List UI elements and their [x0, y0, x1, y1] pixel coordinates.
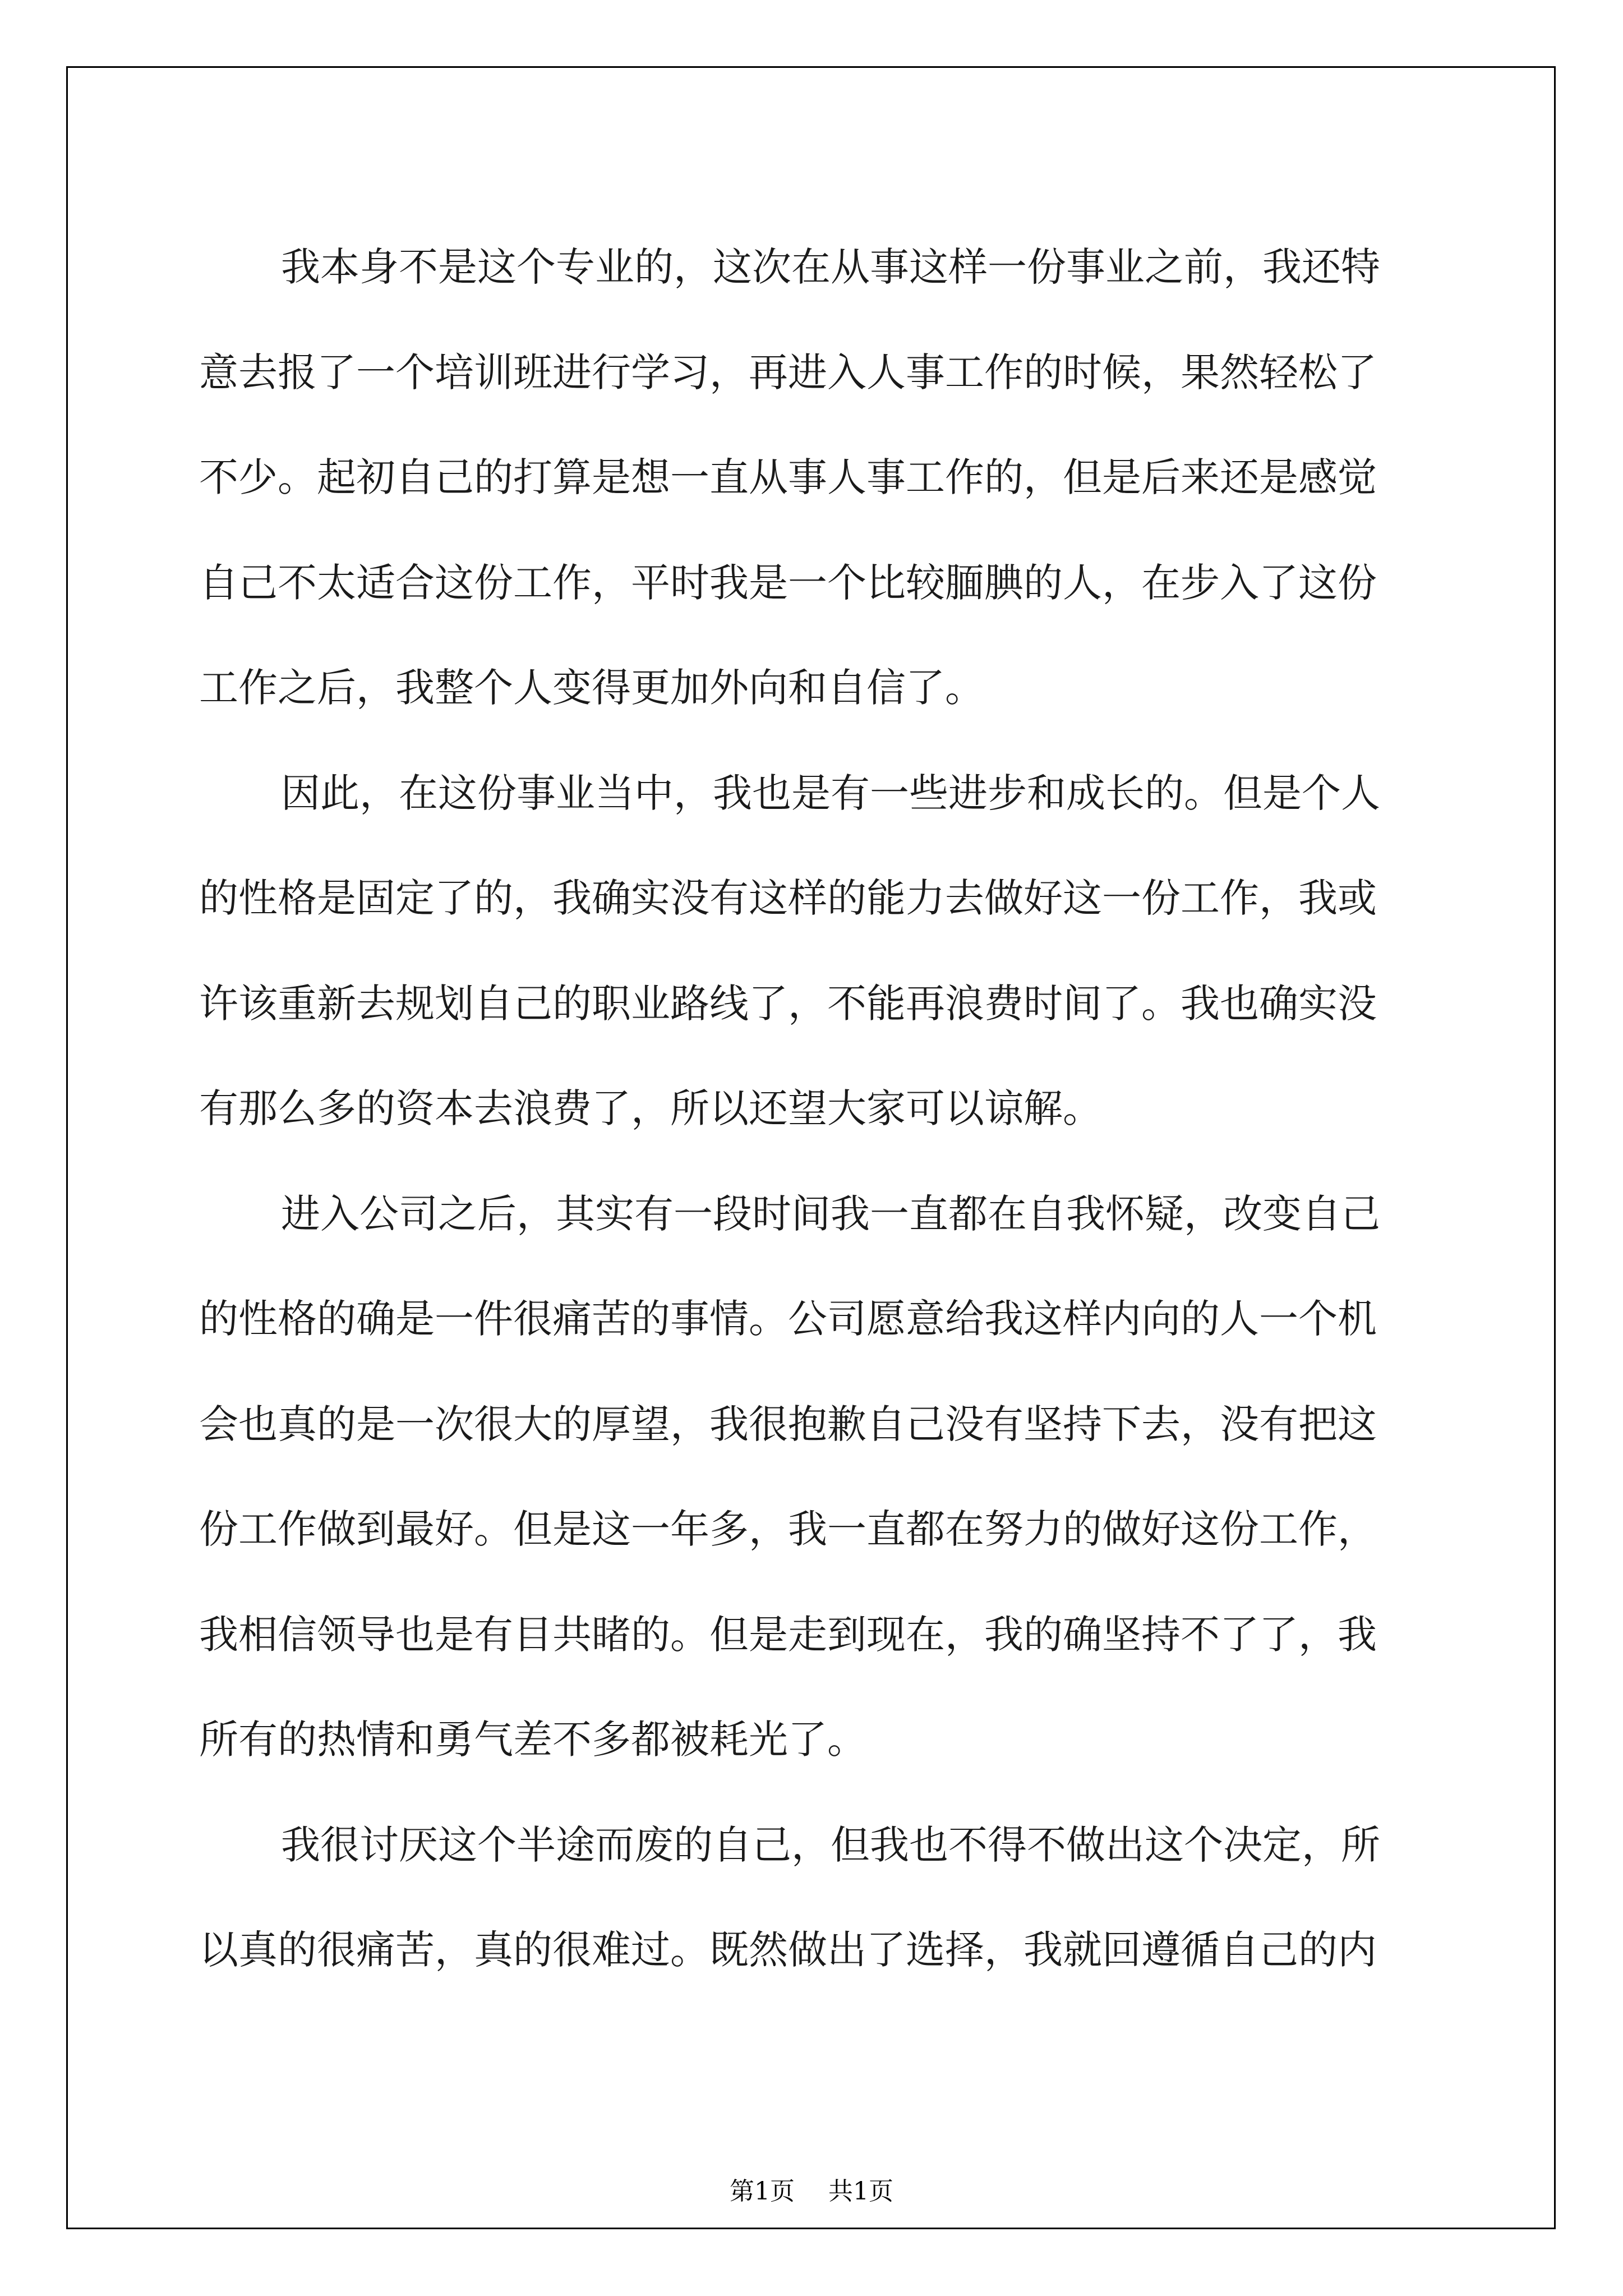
paragraph-3-line-5: 我相信领导也是有目共睹的。但是走到现在，我的确坚持不了了，我 — [199, 1611, 1377, 1658]
paragraph-4-line-1: 我很讨厌这个半途而废的自己，但我也不得不做出这个决定，所 — [281, 1821, 1380, 1868]
paragraph-1-line-5: 工作之后，我整个人变得更加外向和自信了。 — [199, 665, 984, 711]
paragraph-1-line-2: 意去报了一个培训班进行学习，再进入人事工作的时候，果然轻松了 — [199, 349, 1377, 395]
paragraph-4-line-2: 以真的很痛苦，真的很难过。既然做出了选择，我就回遵循自己的内 — [199, 1927, 1377, 1973]
paragraph-2-line-1: 因此，在这份事业当中，我也是有一些进步和成长的。但是个人 — [281, 770, 1380, 816]
page-footer — [0, 2171, 1623, 2207]
paragraph-3-line-4: 份工作做到最好。但是这一年多，我一直都在努力的做好这份工作， — [199, 1506, 1377, 1552]
paragraph-3-line-1: 进入公司之后，其实有一段时间我一直都在自我怀疑，改变自己 — [281, 1190, 1380, 1237]
paragraph-3-line-3: 会也真的是一次很大的厚望，我很抱歉自己没有坚持下去，没有把这 — [199, 1401, 1377, 1447]
paragraph-1-line-1: 我本身不是这个专业的，这次在从事这样一份事业之前，我还特 — [281, 244, 1380, 290]
paragraph-3-line-2: 的性格的确是一件很痛苦的事情。公司愿意给我这样内向的人一个机 — [199, 1296, 1377, 1342]
paragraph-2-line-2: 的性格是固定了的，我确实没有这样的能力去做好这一份工作，我或 — [199, 875, 1377, 921]
paragraph-3-line-6: 所有的热情和勇气差不多都被耗光了。 — [199, 1717, 866, 1763]
paragraph-2-line-3: 许该重新去规划自己的职业路线了，不能再浪费时间了。我也确实没 — [199, 980, 1377, 1027]
paragraph-1-line-3: 不少。起初自己的打算是想一直从事人事工作的，但是后来还是感觉 — [199, 454, 1377, 500]
page-number: 第1页 — [730, 2177, 795, 2206]
document-body — [199, 215, 1425, 2003]
page-total: 共1页 — [828, 2177, 893, 2206]
paragraph-1-line-4: 自己不太适合这份工作，平时我是一个比较腼腆的人，在步入了这份 — [199, 559, 1377, 606]
paragraph-2-line-4: 有那么多的资本去浪费了，所以还望大家可以谅解。 — [199, 1085, 1102, 1131]
